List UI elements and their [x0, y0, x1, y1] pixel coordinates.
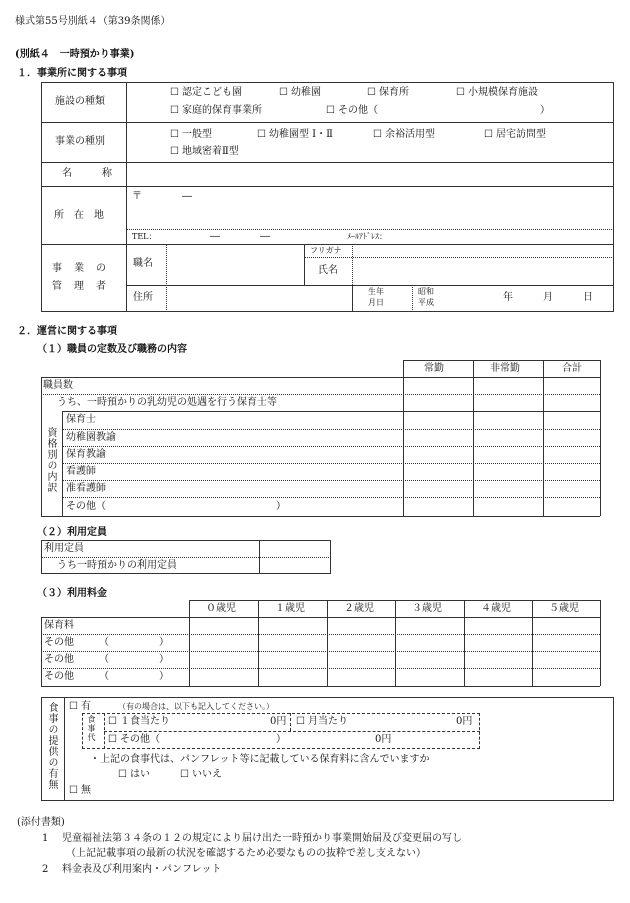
facility-type-home-nursery[interactable]: ☐ 家庭的保育事業所 [170, 106, 262, 116]
meal-other-close: ） [276, 734, 286, 745]
meal-yes-note: （有の場合は、以下も記入してください。） [118, 702, 274, 711]
per-meal-checkbox[interactable]: ☐ １食当たり [108, 717, 170, 727]
name-field[interactable] [132, 168, 602, 182]
residence-label: 住所 [133, 292, 153, 303]
manager-label-2: 管 理 者 [52, 281, 107, 292]
business-type-kindergarten[interactable]: ☐ 幼稚園型 Ⅰ・Ⅱ [257, 130, 333, 140]
capacity-row: 利用定員 [44, 543, 84, 554]
qual-row: 准看護師 [66, 483, 106, 494]
tel-field[interactable]: ― ― [210, 231, 270, 242]
facility-type-nursery[interactable]: ☐ 保育所 [367, 88, 409, 98]
capacity-row: うち一時預かりの利用定員 [57, 560, 177, 571]
birth-label: 生年 [368, 287, 384, 296]
job-title-label: 職名 [133, 258, 153, 269]
fee-row: その他 （ ） [44, 671, 169, 682]
fee-col: ２歳児 [344, 603, 374, 614]
section2-title: ２．運営に関する事項 [17, 326, 117, 337]
facility-type-small-nursery[interactable]: ☐ 小規模保育施設 [456, 88, 538, 98]
email-label: ﾒｰﾙｱﾄﾞﾚｽ： [347, 232, 387, 241]
postal-code[interactable]: 〒 ― [132, 191, 192, 202]
section1-title: １．事業所に関する事項 [17, 68, 127, 79]
per-month-yen[interactable]: 0円 [456, 716, 473, 727]
qual-row: 保育教諭 [66, 449, 106, 460]
tel-label: TEL： [132, 232, 157, 241]
per-month-checkbox[interactable]: ☐ 月当たり [296, 717, 348, 727]
era-showa[interactable]: 昭和 [418, 287, 434, 296]
fee-col: ３歳児 [412, 603, 442, 614]
business-type-surplus[interactable]: ☐ 余裕活用型 [373, 130, 435, 140]
attachment-no: 2 [42, 864, 49, 875]
furigana-label: フリガナ [310, 246, 342, 255]
birth-date-units: 年 月 日 [503, 292, 593, 303]
staff-count-label: 職員数 [43, 380, 73, 391]
attachments-title: (添付書類) [17, 817, 65, 828]
meal-fee-label: 食事代 [87, 715, 96, 742]
address-label: 所 在 地 [54, 210, 104, 221]
fees-title: （３）利用料金 [37, 588, 107, 599]
capacity-title: （２）利用定員 [37, 527, 107, 538]
facility-type-kindergarten[interactable]: ☐ 幼稚園 [279, 88, 321, 98]
qualification-label: 資格別の内訳 [45, 427, 56, 493]
form-subtitle: (別紙４ 一時預かり事業) [15, 49, 135, 60]
business-type-label: 事業の種別 [55, 136, 105, 147]
meal-other-checkbox[interactable]: ☐ その他（ [108, 735, 160, 745]
qual-row: 幼稚園教諭 [66, 432, 116, 443]
fee-col: ４歳児 [481, 603, 511, 614]
attachment-item: 児童福祉法第３４条の１２の規定により届け出た一時預かり事業開始届及び変更届の写し [62, 833, 462, 844]
fee-col: １歳児 [275, 603, 305, 614]
fee-row: その他 （ ） [44, 637, 169, 648]
col-parttime: 非常勤 [490, 363, 520, 374]
staff-title: （１）職員の定数及び職務の内容 [37, 344, 187, 355]
qual-row: 看護師 [66, 466, 96, 477]
birth-label-2: 月日 [368, 298, 384, 307]
col-fulltime: 常勤 [424, 363, 444, 374]
person-name-label: 氏名 [318, 265, 338, 276]
form-number: 様式第55号別紙４（第39条関係） [15, 16, 171, 27]
manager-label: 事 業 の [52, 263, 107, 274]
facility-type-other[interactable]: ☐ その他（ [326, 106, 378, 116]
facility-type-label: 施設の種類 [55, 96, 105, 107]
fee-row: その他 （ ） [44, 654, 169, 665]
meal-other-yen[interactable]: 0円 [375, 734, 392, 745]
fee-row: 保育料 [44, 620, 74, 631]
col-total: 合計 [562, 363, 582, 374]
business-type-regional[interactable]: ☐ 地域密着Ⅱ型 [170, 147, 239, 157]
qual-row: 保育士 [66, 414, 96, 425]
answer-yes-checkbox[interactable]: ☐ はい [118, 770, 150, 780]
attachment-item: 料金表及び利用案内・パンフレット [62, 864, 222, 875]
per-meal-yen[interactable]: 0円 [270, 716, 287, 727]
business-type-general[interactable]: ☐ 一般型 [170, 130, 212, 140]
fee-col: ０歳児 [206, 603, 236, 614]
facility-other-close: ） [540, 105, 550, 116]
qual-row: その他（ ） [66, 501, 286, 512]
meal-label: 食事の提供の有無 [46, 702, 57, 790]
fee-col: ５歳児 [549, 603, 579, 614]
name-label: 名 称 [62, 168, 112, 179]
attachment-note: （上記記載事項の最新の状況を確認するため必要なものの抜粋で差し支えない） [66, 848, 426, 859]
business-type-home-visit[interactable]: ☐ 居宅訪問型 [484, 130, 546, 140]
meal-yes-checkbox[interactable]: ☐ 有 [69, 702, 91, 712]
era-heisei[interactable]: 平成 [418, 298, 434, 307]
staff-sub-label: うち、一時預かりの乳幼児の処遇を行う保育士等 [57, 397, 277, 408]
answer-no-checkbox[interactable]: ☐ いいえ [180, 770, 222, 780]
meal-question: ・上記の食事代は、パンフレット等に記載している保育料に含んでいますか [90, 754, 430, 765]
facility-type-kodomoen[interactable]: ☐ 認定こども園 [170, 88, 242, 98]
meal-no-checkbox[interactable]: ☐ 無 [69, 786, 91, 796]
attachment-no: 1 [42, 833, 49, 844]
